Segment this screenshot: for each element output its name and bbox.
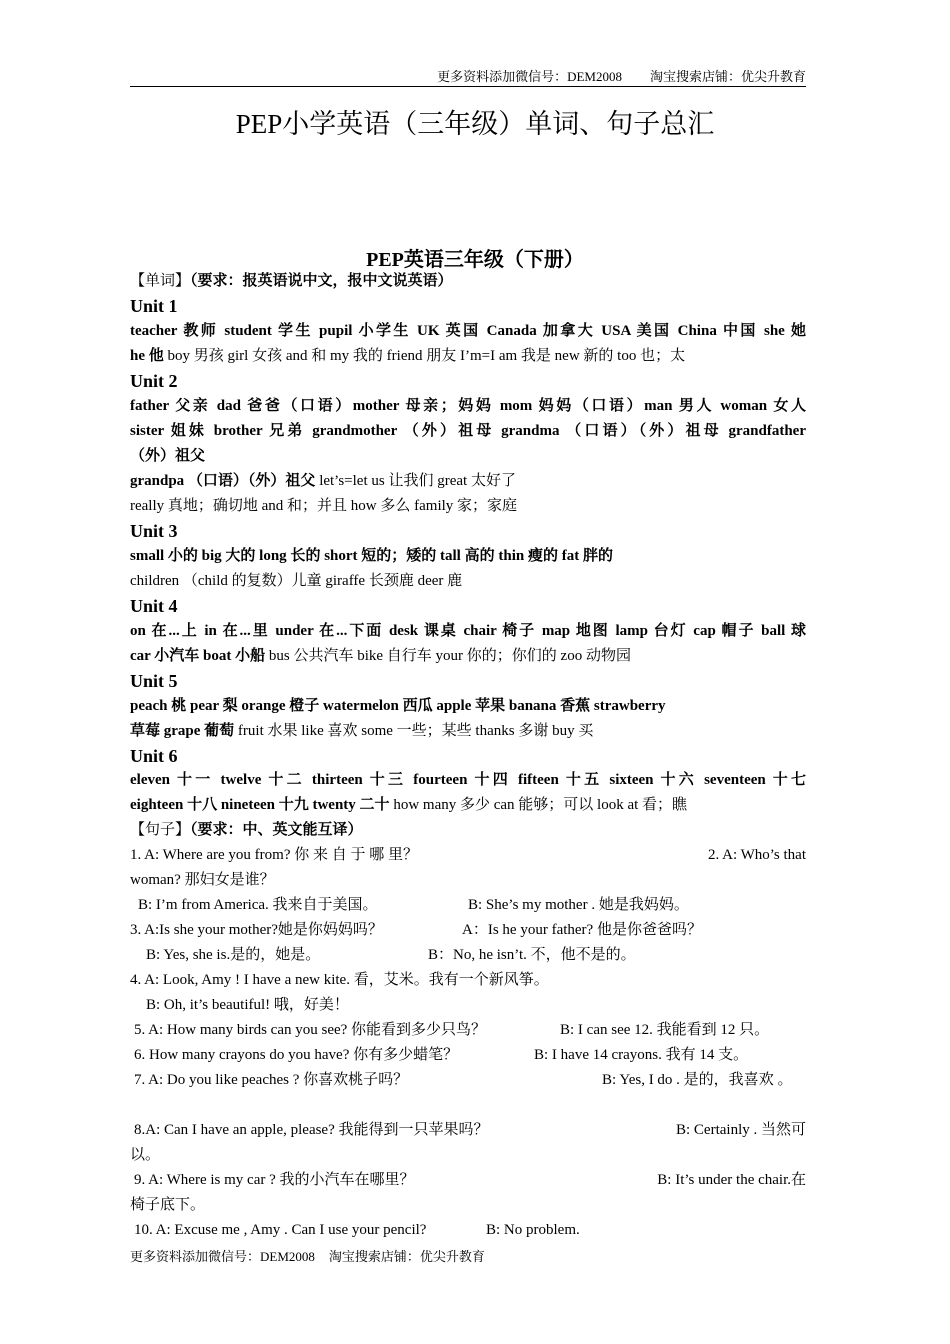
unit-2-line-4-rest: let’s=let us 让我们 great 太好了 (319, 473, 516, 489)
sentence-6-b: B: I have 14 crayons. 我有 14 支。 (534, 1047, 749, 1063)
unit-4-line-2 (130, 645, 806, 667)
sentence-3-b2: B：No, he isn’t. 不，他不是的。 (428, 947, 636, 963)
unit-3-line-1: small 小的 big 大的 long 长的 short 短的；矮的 tall 高的 thin 瘦的 fat 胖的 (130, 548, 613, 564)
unit-1-heading: Unit 1 (130, 296, 178, 316)
sentence-9-a: 9. A: Where is my car ? 我的小汽车在哪里？ (134, 1172, 415, 1188)
section-title: PEP英语三年级（下册） (366, 249, 584, 271)
words-heading-bracket: 【单词】 (130, 273, 191, 289)
sentence-4-a: 4. A: Look, Amy ! I have a new kite. 看，艾米。我有一个新风筝。 (130, 972, 549, 988)
unit-5-line-1: peach 桃 pear 梨 orange 橙子 watermelon 西瓜 apple 苹果 banana 香蕉 strawberry (130, 698, 666, 714)
unit-2-line-5: really 真地；确切地 and 和；并且 how 多么 family 家；家庭 (130, 498, 518, 514)
sentence-7-a: 7. A: Do you like peaches ? 你喜欢桃子吗？ (134, 1072, 409, 1088)
sentence-7-b: B: Yes, I do . 是的，我喜欢 。 (602, 1072, 793, 1088)
sentence-3-b: B: Yes, she is.是的，她是。 (146, 947, 321, 963)
sentence-6-a: 6. How many crayons do you have? 你有多少蜡笔？ (134, 1047, 459, 1063)
unit-2-line-4 (130, 470, 806, 492)
unit-4-line-1: on 在...上 in 在...里 under 在...下面 desk 课桌 chair 椅子 map 地图 lamp 台灯 cap 帽子 ball 球 (130, 623, 806, 639)
unit-1-line-2-rest: boy 男孩 girl 女孩 and 和 my 我的 friend 朋友 I’m=I am 我是 new 新的 too 也；太 (167, 348, 686, 364)
sentence-8-c: 以。 (130, 1147, 161, 1163)
header-shop: 淘宝搜索店铺：优尖升教育 (649, 69, 806, 84)
unit-5-heading: Unit 5 (130, 671, 178, 691)
sentence-3-a2: A：Is he your father? 他是你爸爸吗？ (462, 922, 702, 938)
footer-wechat: 更多资料添加微信号：DEM2008 (130, 1249, 315, 1264)
words-heading (130, 270, 806, 292)
sentence-5-b: B: I can see 12. 我能看到 12 只。 (560, 1022, 770, 1038)
sentence-1-b: B: I’m from America. 我来自于美国。 (138, 897, 378, 913)
unit-6-line-2-rest: how many 多少 can 能够；可以 look at 看；瞧 (393, 797, 688, 813)
unit-6-line-2 (130, 794, 806, 816)
unit-2-line-2: sister 姐妹 brother 兄弟 grandmother （外）祖母 grandma （口语）（外）祖母 grandfather (130, 423, 806, 439)
sentence-2-b: B: She’s my mother . 她是我妈妈。 (468, 897, 689, 913)
sentences-heading-requirement: （要求：中、英文能互译） (190, 822, 363, 838)
sentence-3-a: 3. A:Is she your mother?她是你妈妈吗？ (130, 922, 383, 938)
page-footer (130, 1246, 499, 1265)
unit-1-line-2 (130, 345, 806, 367)
unit-6-line-2-bold: eighteen 十八 nineteen 十九 twenty 二十 (130, 797, 390, 813)
footer-shop: 淘宝搜索店铺：优尖升教育 (328, 1249, 485, 1264)
words-heading-requirement: （要求：报英语说中文，报中文说英语） (190, 273, 453, 289)
unit-4-line-2-bold: car 小汽车 boat 小船 (130, 648, 266, 664)
unit-1-line-2-bold: he 他 (130, 348, 164, 364)
sentence-4-b: B: Oh, it’s beautiful! 哦，好美！ (146, 997, 349, 1013)
sentence-8-a: 8.A: Can I have an apple, please? 我能得到一只苹果吗？ (134, 1122, 489, 1138)
sentence-5-a: 5. A: How many birds can you see? 你能看到多少只鸟？ (134, 1022, 487, 1038)
sentence-8-b: B: Certainly . 当然可 (676, 1122, 806, 1138)
sentence-9-b: B: It’s under the chair.在 (657, 1172, 806, 1188)
sentence-1-a: 1. A: Where are you from? 你 来 自 于 哪 里？ (130, 847, 418, 863)
unit-2-line-3: （外）祖父 (130, 448, 206, 464)
unit-2-heading: Unit 2 (130, 371, 178, 391)
unit-3-line-2: children （child 的复数）儿童 giraffe 长颈鹿 deer 鹿 (130, 573, 463, 589)
sentence-10-b: B: No problem. (486, 1222, 580, 1238)
sentences-heading (130, 819, 806, 841)
sentence-10-a: 10. A: Excuse me , Amy . Can I use your pencil? (134, 1222, 427, 1238)
unit-4-heading: Unit 4 (130, 596, 178, 616)
unit-4-line-2-rest: bus 公共汽车 bike 自行车 your 你的；你们的 zoo 动物园 (268, 648, 631, 664)
unit-2-line-1: father 父亲 dad 爸爸（口语）mother 母亲；妈妈 mom 妈妈（口语）man 男人 woman 女人 (130, 398, 806, 414)
unit-5-line-2-rest: fruit 水果 like 喜欢 some 一些；某些 thanks 多谢 buy 买 (237, 723, 594, 739)
header-wechat: 更多资料添加微信号：DEM2008 (437, 69, 622, 84)
sentence-2-a: 2. A: Who’s that (707, 847, 806, 863)
document-title: PEP小学英语（三年级）单词、句子总汇 (235, 109, 715, 139)
unit-1-line-1: teacher 教师 student 学生 pupil 小学生 UK 英国 Canada 加拿大 USA 美国 China 中国 she 她 (130, 323, 806, 339)
unit-6-heading: Unit 6 (130, 746, 178, 766)
unit-3-heading: Unit 3 (130, 521, 178, 541)
unit-5-line-2 (130, 720, 806, 742)
sentence-2-a-cont: woman? 那妇女是谁？ (130, 872, 275, 888)
unit-5-line-2-bold: 草莓 grape 葡萄 (130, 723, 235, 739)
unit-6-line-1: eleven 十一 twelve 十二 thirteen 十三 fourteen 十四 fifteen 十五 sixteen 十六 seventeen 十七 (130, 772, 806, 788)
unit-2-line-4-bold: grandpa （口语）（外）祖父 (130, 473, 316, 489)
sentences-heading-bracket: 【句子】 (130, 822, 191, 838)
page-header (130, 66, 806, 87)
sentence-9-c: 椅子底下。 (130, 1197, 206, 1213)
